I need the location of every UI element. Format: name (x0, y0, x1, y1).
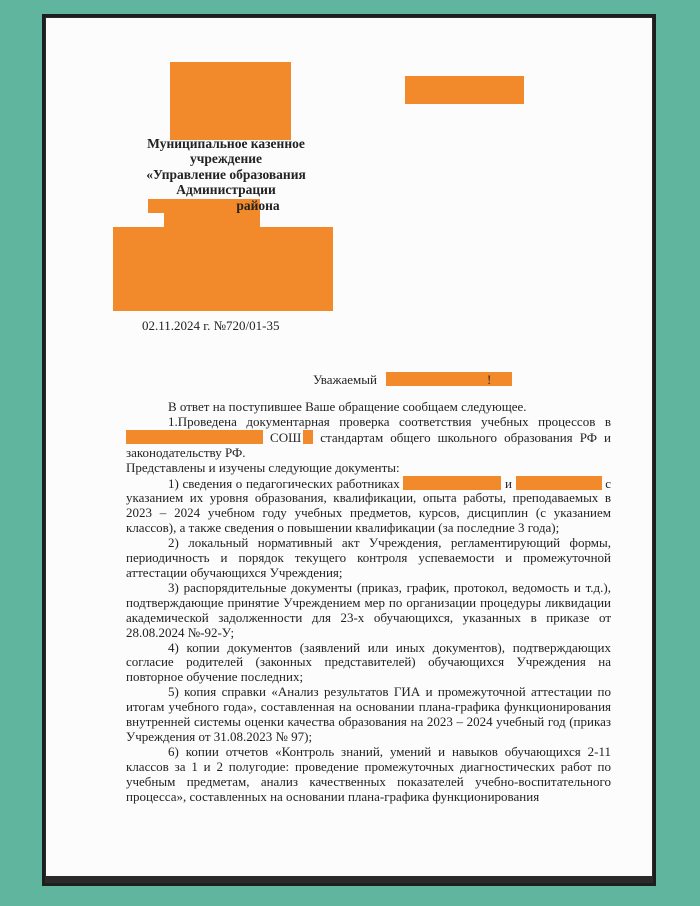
documents-intro: Представлены и изучены следующие документы: (126, 459, 400, 475)
document-page (46, 18, 652, 882)
redaction-top-right (405, 76, 524, 104)
letter-body (126, 400, 611, 804)
redaction-recipient-name (386, 372, 512, 386)
document-item-1: 1) сведения о педагогических работниках и с указанием их уровня образования, квалификации, опыта работы, преподаваемых в 2023 – 2024 учебном году учебных предметов, курсов, дисциплин (с указанием классов), а также сведения о повышении квалификации (за последние 3 года); (126, 475, 612, 536)
header-line: «Управление образования (146, 166, 306, 182)
redaction-address-small (164, 213, 260, 227)
redaction-teacher-1 (403, 476, 501, 490)
redaction-teacher-2 (516, 476, 602, 490)
redaction-school-name (126, 430, 263, 444)
redaction-top-left (170, 62, 291, 140)
greeting (313, 372, 512, 388)
document-item-6: 6) копии отчетов «Контроль знаний, умений и навыков обучающихся 2-11 классов за 1 и 2 полугодие: проведение промежуточных диагностических работ по учебным предметам, анализ качественных показателей учебно-воспитательного процесса», составленных на основании плана-графика функционирования (126, 743, 611, 804)
scan-edge (46, 876, 652, 882)
paragraph-1: 1.Проведена документарная проверка соответствия учебных процессов в СОШ стандартам общего школьного образования РФ и законодательству РФ. (126, 413, 611, 460)
redaction-address-block (113, 227, 333, 311)
document-item-5: 5) копия справки «Анализ результатов ГИА и промежуточной аттестации по итогам учебного года», составленная на основании плана-графика функционирования внутренней системы оценки качества образования на 2023 – 2024 учебный год (приказ Учреждения от 31.08.2023 № 97); (126, 684, 611, 744)
greeting-prefix: Уважаемый (313, 372, 377, 387)
redaction-school-suffix (303, 430, 313, 444)
intro-paragraph: В ответ на поступившее Ваше обращение сообщаем следующее. (168, 399, 527, 414)
header-line: Администрации (176, 182, 276, 198)
header-line: Муниципальное казенное (147, 136, 305, 151)
header-line: учреждение (189, 151, 263, 167)
greeting-suffix: ! (487, 372, 492, 387)
date-and-number: 02.11.2024 г. №720/01-35 (142, 318, 280, 333)
document-item-4: 4) копии документов (заявлений или иных документов), подтверждающих согласие родителей (законных представителей) обучающихся Учреждения на повторное обучение последних; (126, 639, 611, 685)
document-item-2: 2) локальный нормативный акт Учреждения, регламентирующий формы, периодичность и порядок текущего контроля успеваемости и промежуточной аттестации обучающихся Учреждения; (126, 535, 611, 580)
document-item-3: 3) распорядительные документы (приказ, график, протокол, ведомость и т.д.), подтверждающие принятие Учреждением мер по организации процедуры ликвидации академической задолженности для 23-х обучающихся, указанных в приказе от 28.08.2024 №-92-У; (126, 579, 611, 640)
organization-header (140, 136, 312, 213)
header-line-district: района (236, 197, 280, 213)
